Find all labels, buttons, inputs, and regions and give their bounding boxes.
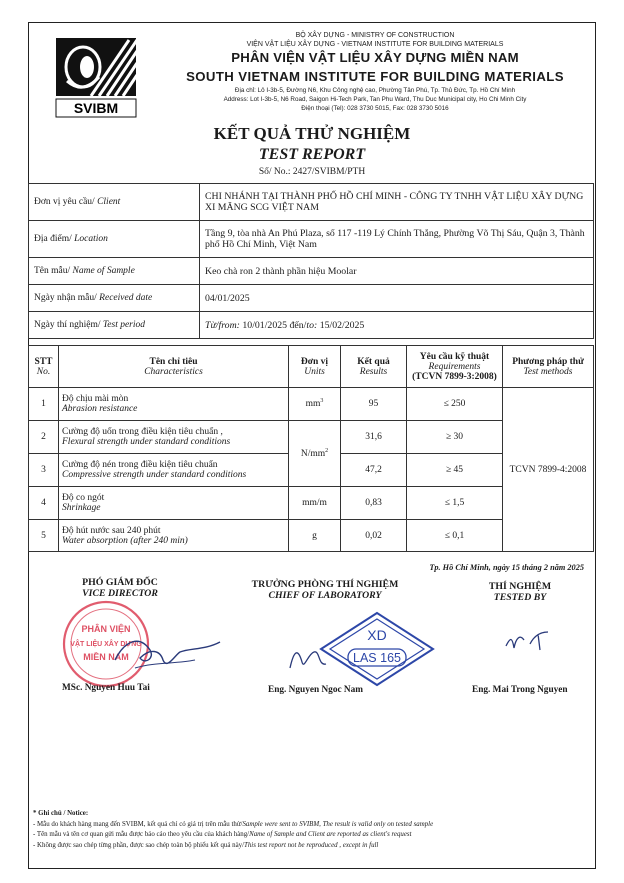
results-header: STT No. Tên chỉ tiêu Characteristics Đơn vị Units Kết quả Results Yêu cầu kỹ thuật Requirements (TCVN 7899-3:2008) Phương pháp thử Test methods: [29, 346, 594, 388]
sample-value: Keo chà ron 2 thành phần hiệu Moolar: [200, 258, 594, 285]
report-number: Số/ No.: 2427/SVIBM/PTH: [258, 167, 366, 177]
institute-line: VIỆN VẬT LIỆU XÂY DỰNG - VIETNAM INSTITUTE FOR BUILDING MATERIALS: [246, 41, 504, 48]
logo-text: SVIBM: [73, 100, 119, 116]
chief-lab-signature: [280, 640, 350, 680]
info-row-received: Ngày nhận mẫu/ Received date 04/01/2025: [29, 285, 594, 312]
received-value: 04/01/2025: [200, 285, 594, 312]
phone-line: Điện thoại (Tel): 028 3730 5015, Fax: 028 3730 5016: [301, 105, 449, 112]
las-line1: XD: [367, 627, 387, 643]
info-table: [28, 183, 594, 339]
table-row: 3 Cường độ nén trong điều kiện tiêu chuẩn Compressive strength under standard conditions 47,2 ≥ 45: [29, 454, 594, 487]
results-table: [28, 345, 594, 552]
table-row: 5 Độ hút nước sau 240 phút Water absorption (after 240 min) g 0,02 ≤ 0,1: [29, 520, 594, 552]
address-vi: Địa chỉ: Lô I-3b-5, Đường N6, Khu Công nghệ cao, Phường Tân Phú, Tp. Thủ Đức, Tp. Hồ Chí Minh: [234, 87, 516, 94]
address-en: Address: Lot I-3b-5, N6 Road, Saigon Hi-Tech Park, Tan Phu Ward, Thu Duc Municipal city, Ho Chi Minh City: [223, 96, 527, 103]
chief-lab-title: TRƯỞNG PHÒNG THÍ NGHIỆM CHIEF OF LABORATORY: [251, 579, 399, 601]
vice-director-signature: [95, 620, 225, 680]
vice-director-name: MSc. Nguyen Huu Tai: [62, 683, 150, 693]
chief-lab-name: Eng. Nguyen Ngoc Nam: [268, 685, 364, 695]
stamp-line3: MIỀN NAM: [83, 652, 129, 662]
date-line: Tp. Hồ Chí Minh, ngày 15 tháng 2 năm 2025: [429, 563, 584, 572]
info-row-location: Địa điểm/ Location Tầng 9, tòa nhà An Phú Plaza, số 117 -119 Lý Chính Thắng, Phường Võ Thị Sáu, Quận 3, Thành phố Hồ Chí Minh, Việt Nam: [29, 221, 594, 258]
tested-by-signature: [500, 622, 560, 662]
table-row: 2 Cường độ uốn trong điều kiện tiêu chuẩn , Flexural strength under standard conditions $N/mm^2$ 31,6 ≥ 30: [29, 421, 594, 454]
stamp-line1: PHÂN VIỆN: [81, 624, 131, 634]
tested-by-name: Eng. Mai Trong Nguyen: [472, 685, 568, 695]
institute-name-en: SOUTH VIETNAM INSTITUTE FOR BUILDING MATERIALS: [186, 69, 564, 84]
info-row-period: Ngày thí nghiệm/ Test period Từ/from: 10/01/2025 đến/to: 15/02/2025: [29, 312, 594, 339]
table-row: 4 Độ co ngót Shrinkage mm/m 0,83 ≤ 1,5: [29, 487, 594, 520]
ministry-line: BỘ XÂY DỰNG - MINISTRY OF CONSTRUCTION: [295, 32, 455, 39]
location-value: Tầng 9, tòa nhà An Phú Plaza, số 117 -119 Lý Chính Thắng, Phường Võ Thị Sáu, Quận 3, Thành phố Hồ Chí Minh, Việt Nam: [200, 221, 594, 258]
period-value: Từ/from: 10/01/2025 đến/to: 15/02/2025: [200, 312, 594, 339]
vice-director-title: PHÓ GIÁM ĐỐC VICE DIRECTOR: [82, 577, 158, 599]
las-line2: LAS 165: [353, 651, 401, 665]
notes: * Ghi chú / Notice: - Mẫu do khách hàng mang đến SVIBM, kết quả chỉ có giá trị trên mẫu thử/Sample were sent to SVIBM, The result is valid only on tested sample - Tên mẫu và tên cơ quan gửi mẫu được báo cáo theo yêu cầu của khách hàng/Name of Sample and Client are reported as client's request - Không được sao chép từng phần, được sao chép toàn bộ phiếu kết quả này/This test report not be reproduced , except in full: [33, 810, 434, 849]
client-value: CHI NHÁNH TẠI THÀNH PHỐ HỒ CHÍ MINH - CÔNG TY TNHH VẬT LIỆU XÂY DỰNG XI MĂNG SCG VIỆT NAM: [200, 184, 594, 221]
stamp-line2: VẬT LIỆU XÂY DỰNG: [70, 641, 142, 648]
tested-by-title: THÍ NGHIỆM TESTED BY: [488, 581, 552, 603]
table-row: 1 Độ chịu mài mòn Abrasion resistance $mm^3$ 95 ≤ 250 TCVN 7899-4:2008: [29, 388, 594, 421]
report-title-vi: KẾT QUẢ THỬ NGHIỆM: [213, 124, 411, 143]
institute-name-vi: PHÂN VIỆN VẬT LIỆU XÂY DỰNG MIỀN NAM: [231, 50, 519, 65]
info-row-sample: Tên mẫu/ Name of Sample Keo chà ron 2 thành phần hiệu Moolar: [29, 258, 594, 285]
test-method: TCVN 7899-4:2008: [503, 388, 594, 552]
info-row-client: Đơn vị yêu cầu/ Client CHI NHÁNH TẠI THÀNH PHỐ HỒ CHÍ MINH - CÔNG TY TNHH VẬT LIỆU XÂY DỰNG XI MĂNG SCG VIỆT NAM: [29, 184, 594, 221]
svibm-logo: [55, 37, 137, 119]
report-title-en: TEST REPORT: [258, 146, 366, 163]
